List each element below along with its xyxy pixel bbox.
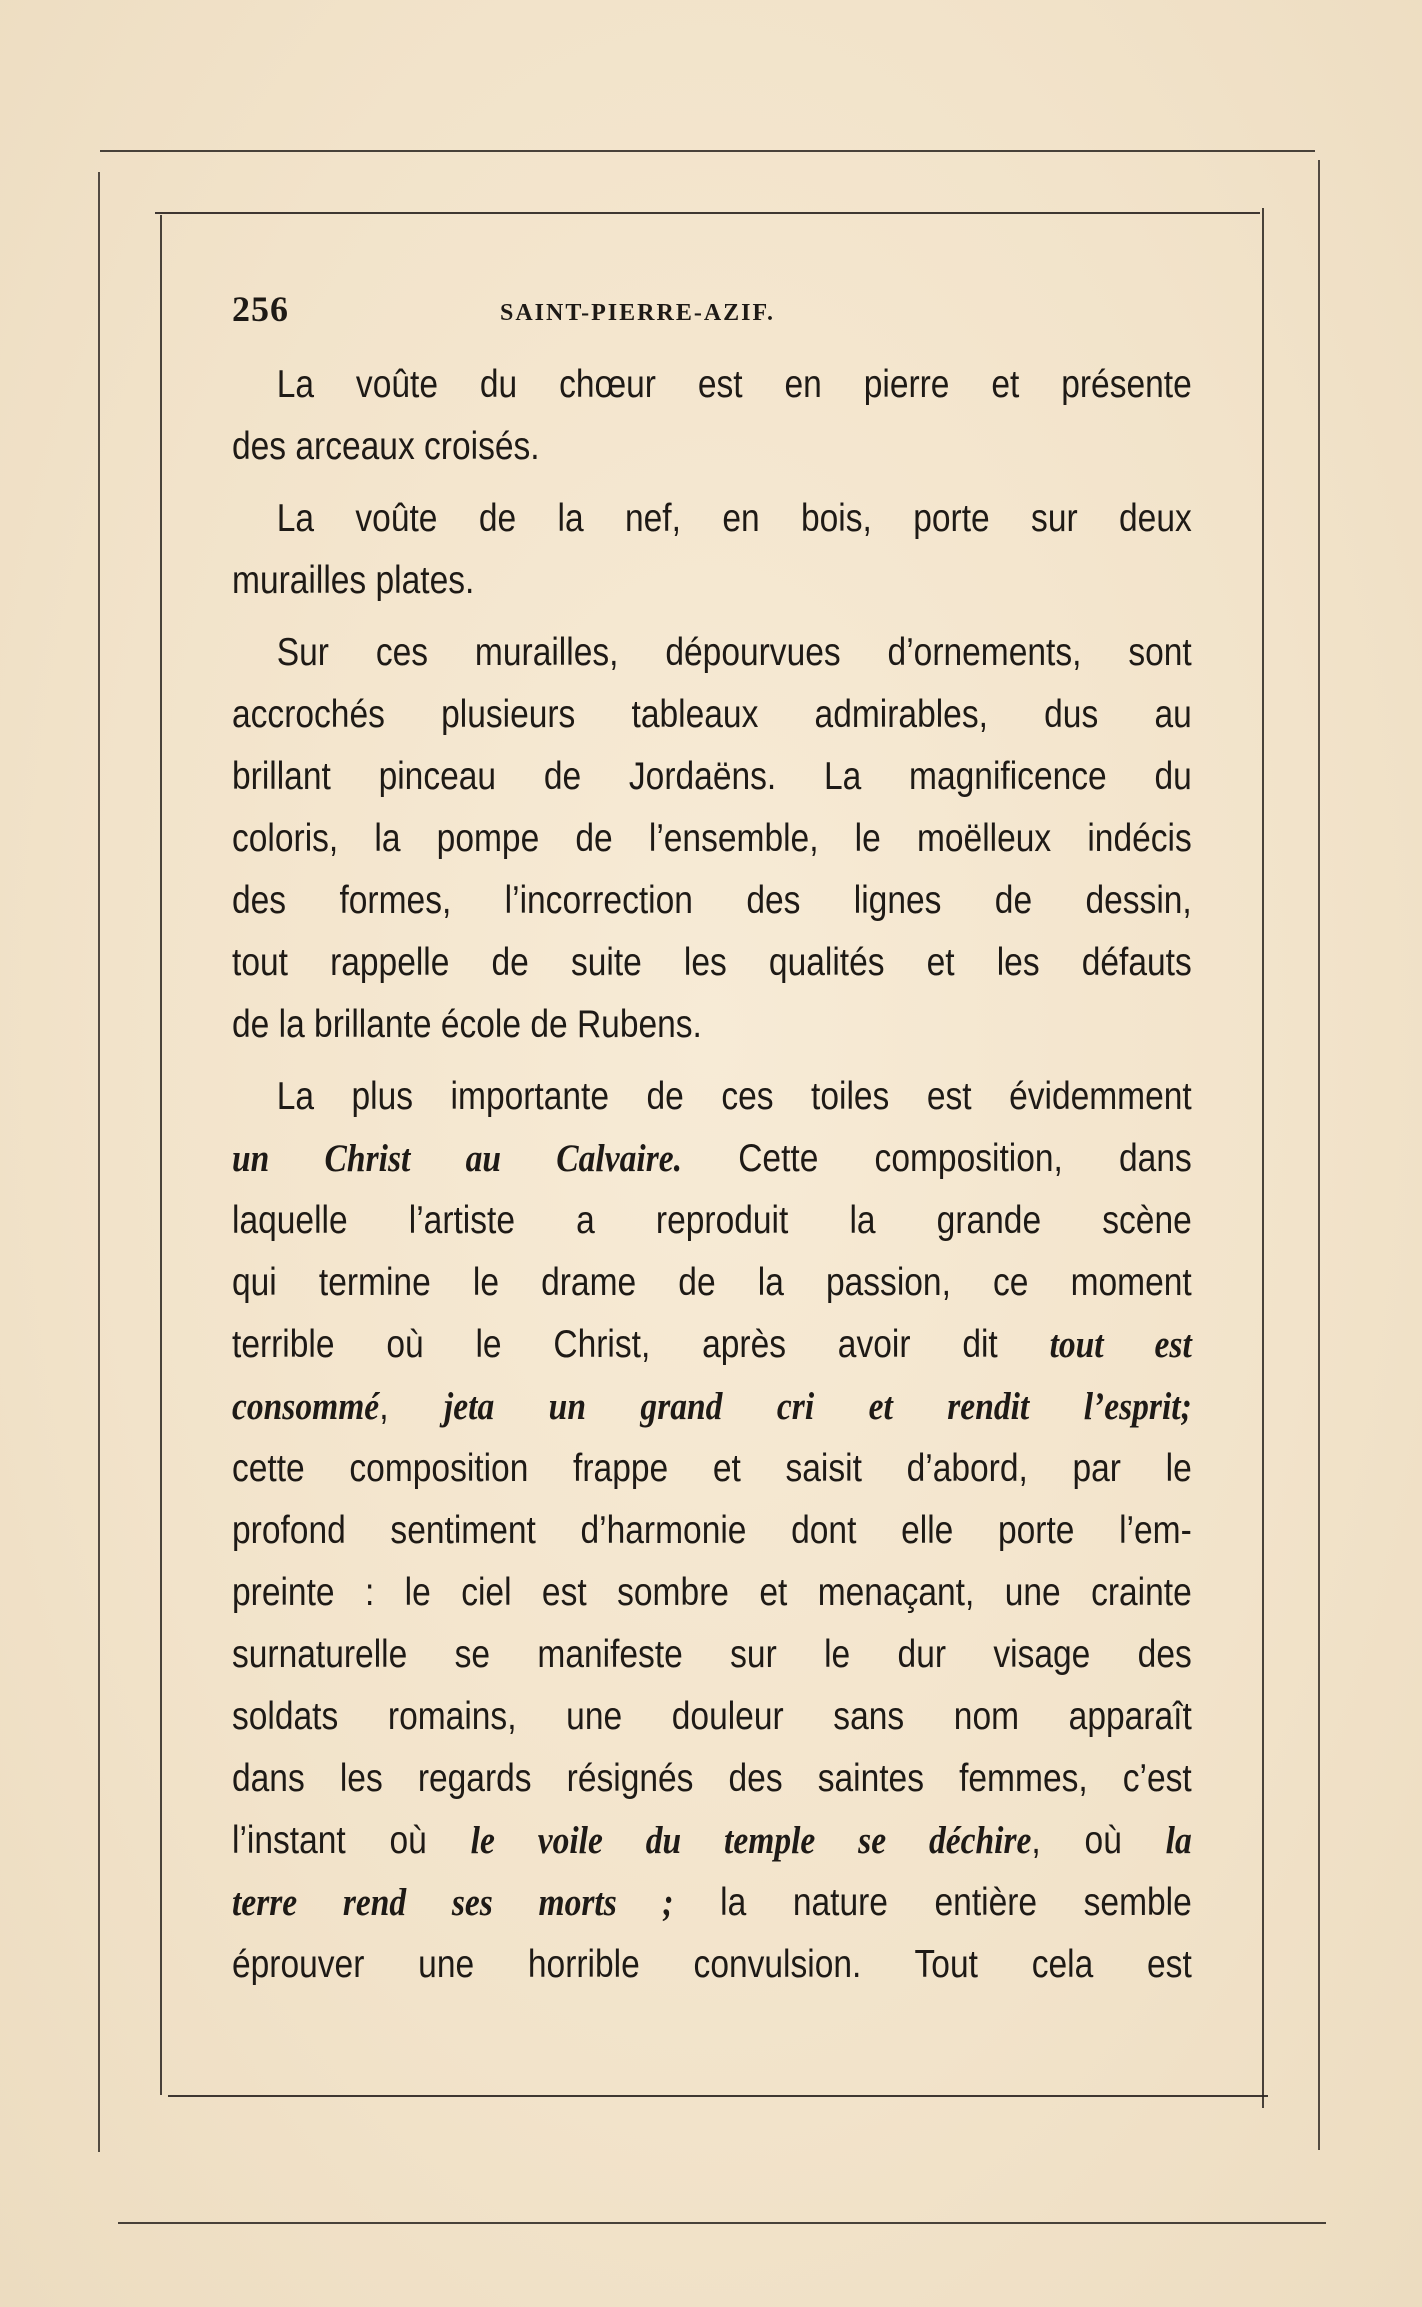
text-run: la nature entière semble bbox=[673, 1881, 1192, 1924]
text-line: La plus importante de ces toiles est évidemment bbox=[276, 1075, 1192, 1118]
text-line: tout rappelle de suite les qualités et les défauts bbox=[232, 941, 1192, 984]
text-line bbox=[232, 1810, 1192, 1872]
italic-quote: le voile du temple se déchire bbox=[470, 1819, 1032, 1862]
text-line: coloris, la pompe de l’ensemble, le moëlleux indécis bbox=[232, 817, 1192, 860]
text-line bbox=[232, 1872, 1192, 1934]
paragraph-3 bbox=[232, 622, 1192, 1056]
page-content bbox=[232, 280, 1192, 1996]
text-line: La voûte de la nef, en bois, porte sur deux bbox=[276, 497, 1192, 540]
text-line: murailles plates. bbox=[232, 559, 475, 602]
text-line: des arceaux croisés. bbox=[232, 425, 540, 468]
inner-frame-bottom-rule bbox=[168, 2095, 1268, 2097]
italic-quote: la bbox=[1165, 1819, 1192, 1862]
text-run: , bbox=[379, 1385, 444, 1428]
text-line bbox=[232, 1376, 1192, 1438]
text-line: accrochés plusieurs tableaux admirables, dus au bbox=[232, 693, 1192, 736]
italic-quote: consommé bbox=[232, 1385, 380, 1428]
paragraph-4 bbox=[232, 1066, 1192, 1996]
text-line bbox=[232, 1128, 1192, 1190]
inner-frame-left-rule bbox=[160, 215, 162, 2095]
page-header bbox=[232, 280, 1192, 344]
text-line: brillant pinceau de Jordaëns. La magnificence du bbox=[232, 755, 1192, 798]
italic-quote: tout est bbox=[1049, 1323, 1192, 1366]
text-line: La voûte du chœur est en pierre et présente bbox=[276, 363, 1192, 406]
outer-frame-bottom-rule bbox=[118, 2222, 1326, 2224]
text-line: de la brillante école de Rubens. bbox=[232, 1003, 702, 1046]
outer-frame-right-rule bbox=[1318, 160, 1320, 2150]
text-line bbox=[232, 1314, 1192, 1376]
text-run: terrible où le Christ, après avoir dit bbox=[232, 1323, 1050, 1366]
text-line: qui termine le drame de la passion, ce moment bbox=[232, 1261, 1192, 1304]
text-line: profond sentiment d’harmonie dont elle porte l’em- bbox=[232, 1509, 1192, 1552]
text-run: l’instant où bbox=[232, 1819, 471, 1862]
text-line: preinte : le ciel est sombre et menaçant, une crainte bbox=[232, 1571, 1192, 1614]
outer-frame-left-rule bbox=[98, 172, 100, 2152]
paragraph-1 bbox=[232, 354, 1192, 478]
text-line: soldats romains, une douleur sans nom apparaît bbox=[232, 1695, 1192, 1738]
text-line: cette composition frappe et saisit d’abord, par le bbox=[232, 1447, 1192, 1490]
italic-quote: terre rend ses morts ; bbox=[232, 1881, 674, 1924]
inner-frame-top-rule bbox=[155, 212, 1260, 214]
text-run: Cette composition, dans bbox=[682, 1137, 1192, 1180]
text-run: , où bbox=[1031, 1819, 1166, 1862]
running-head: SAINT-PIERRE-AZIF. bbox=[500, 300, 775, 326]
text-line: des formes, l’incorrection des lignes de dessin, bbox=[232, 879, 1192, 922]
text-line: dans les regards résignés des saintes femmes, c’est bbox=[232, 1757, 1192, 1800]
inner-frame-right-rule bbox=[1262, 208, 1264, 2108]
paragraph-2 bbox=[232, 488, 1192, 612]
italic-title: un Christ au Calvaire. bbox=[232, 1137, 683, 1180]
text-line: Sur ces murailles, dépourvues d’ornements, sont bbox=[276, 631, 1192, 674]
text-line: surnaturelle se manifeste sur le dur visage des bbox=[232, 1633, 1192, 1676]
text-line: laquelle l’artiste a reproduit la grande scène bbox=[232, 1199, 1192, 1242]
text-line: éprouver une horrible convulsion. Tout cela est bbox=[232, 1943, 1192, 1986]
page-number: 256 bbox=[232, 289, 289, 329]
outer-frame-top-rule bbox=[100, 150, 1315, 152]
italic-quote: jeta un grand cri et rendit l’esprit; bbox=[443, 1385, 1192, 1428]
